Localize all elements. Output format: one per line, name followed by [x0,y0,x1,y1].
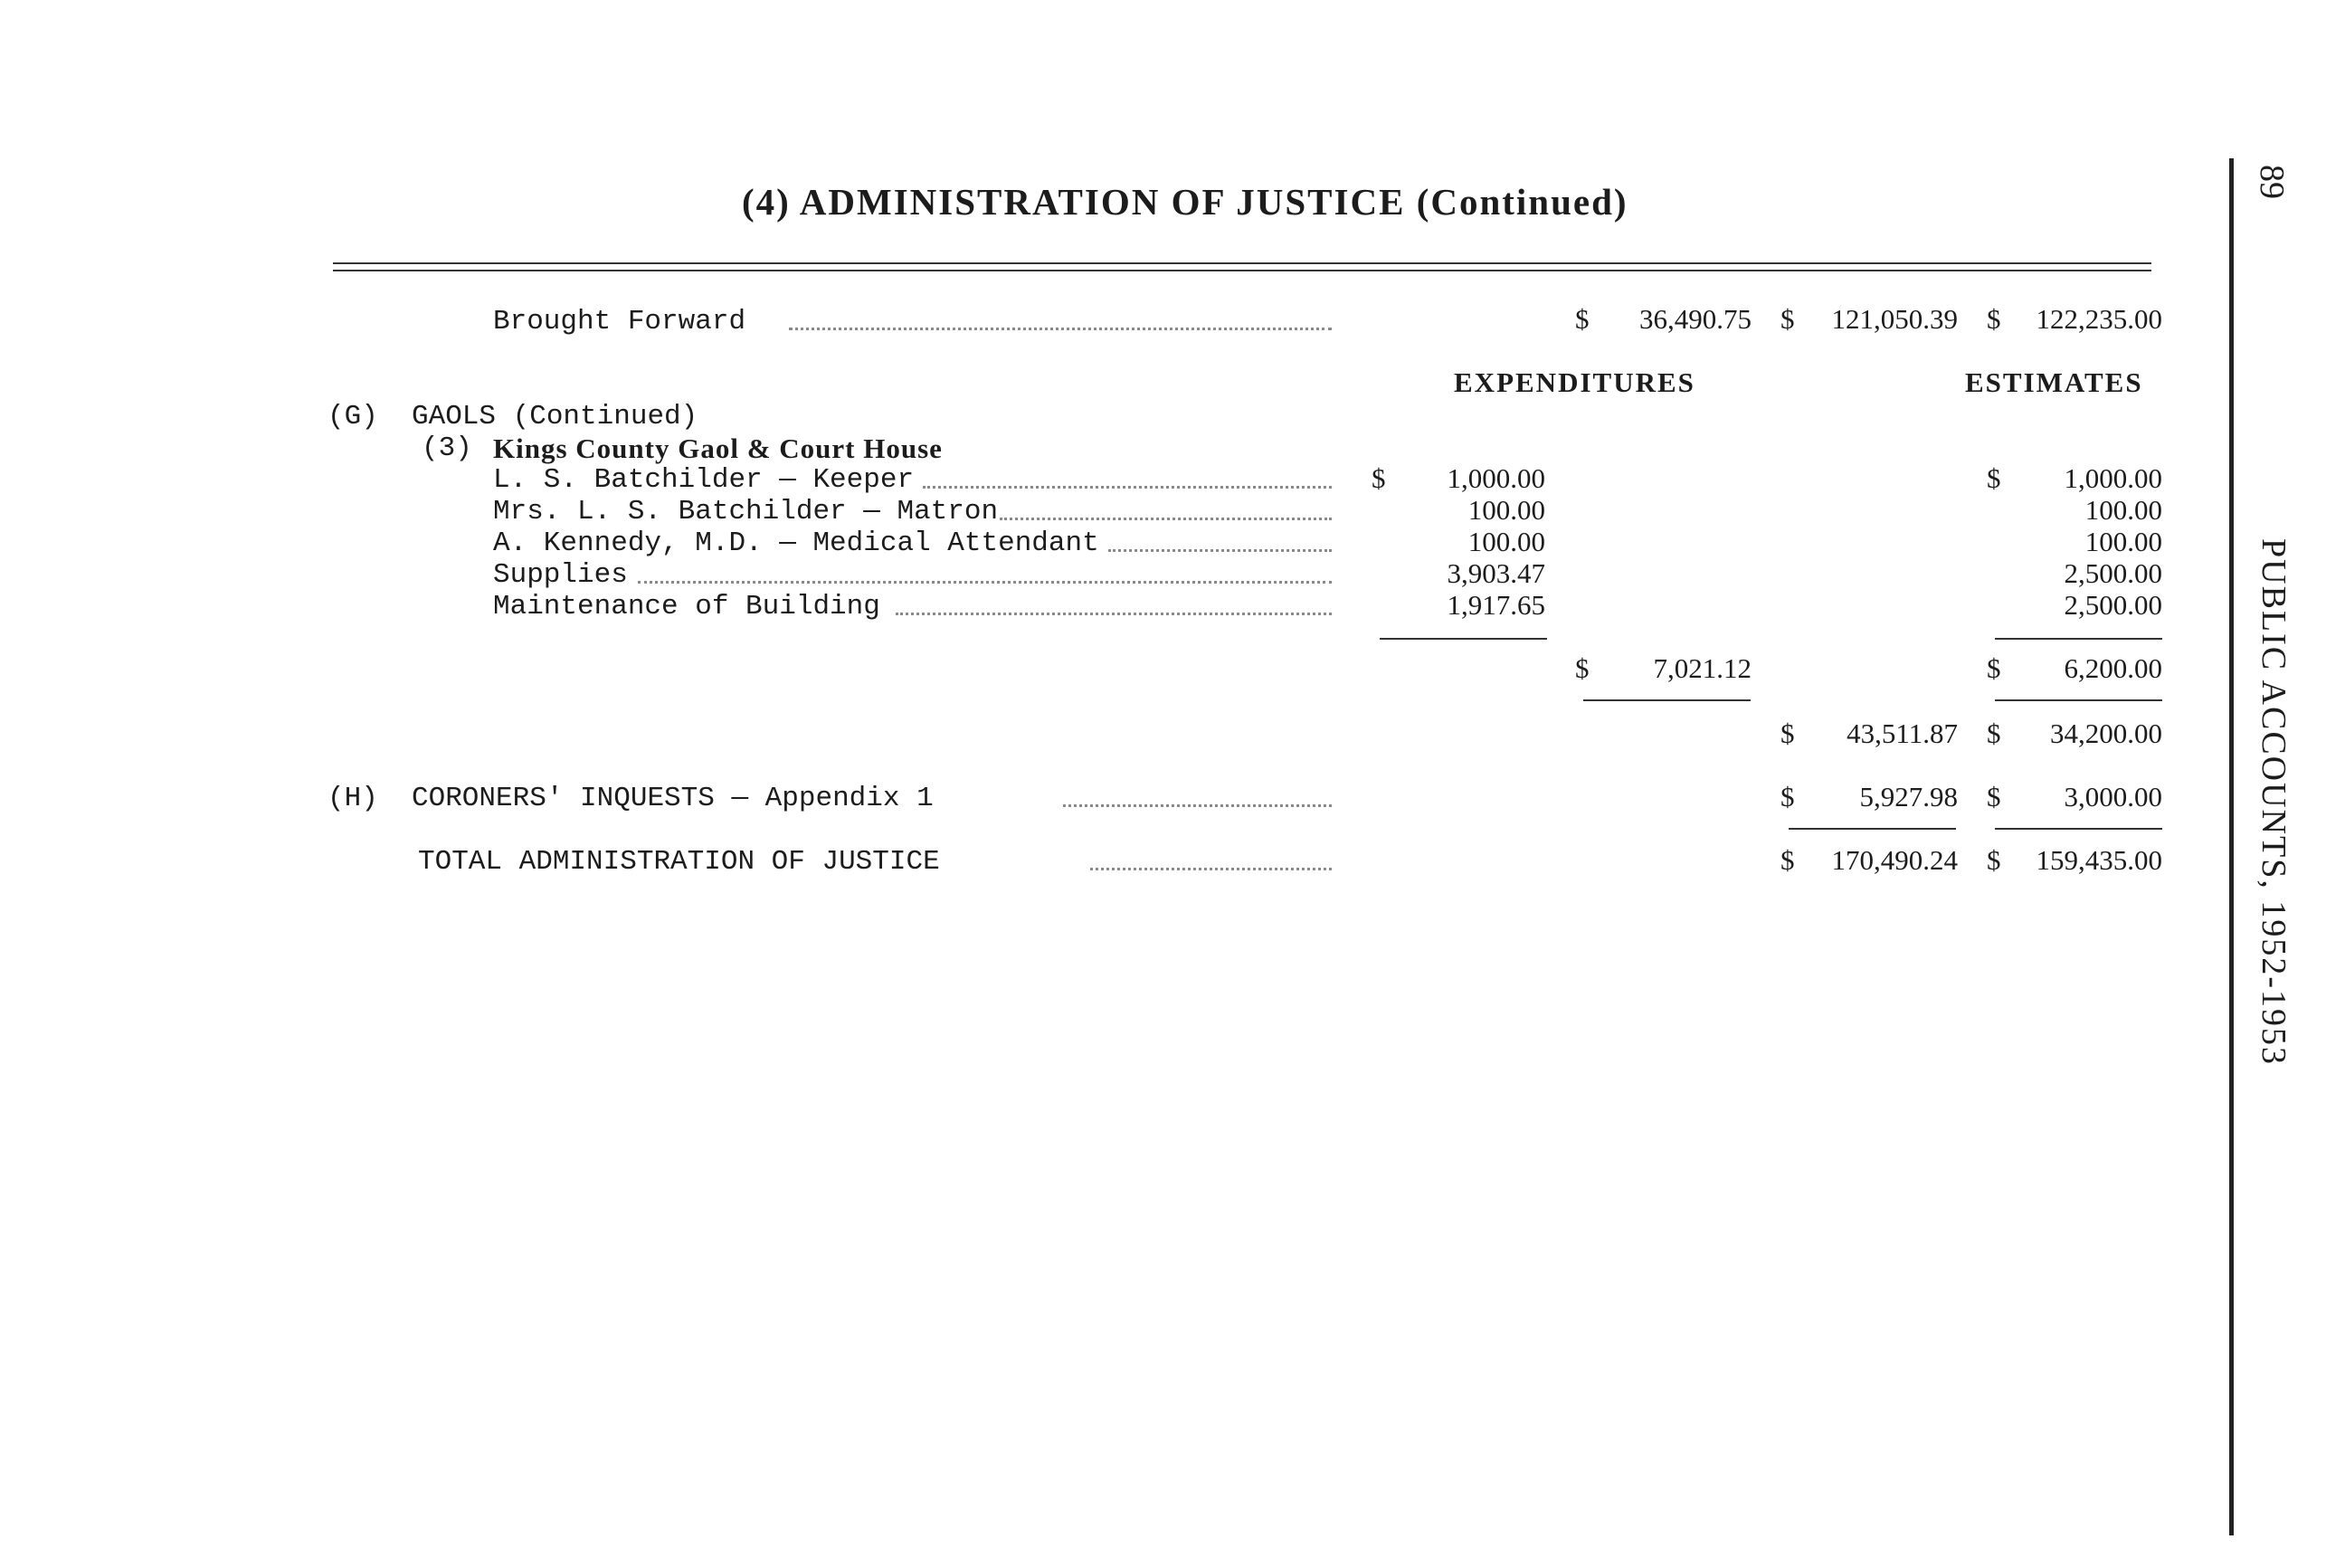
item-label: L. S. Batchilder — Keeper [493,464,915,496]
section-g-total-expenditure: 43,511.87 [1847,717,1958,749]
dot-leader [1000,518,1332,520]
dot-leader [896,613,1332,615]
brought-forward-col4: 121,050.39 [1831,303,1958,335]
dot-leader [923,486,1332,489]
expenditures-header: EXPENDITURES [1454,366,1695,398]
grand-total-rule [1789,828,1956,830]
section-g-sub-title: Kings County Gaol & Court House [493,432,943,464]
item-estimate: 2,500.00 [2064,557,2162,589]
section-g-total-estimate: 34,200.00 [2050,717,2162,749]
item-label: A. Kennedy, M.D. — Medical Attendant [493,527,1099,559]
item-estimate: 100.00 [2084,526,2162,557]
item-expenditure: 100.00 [1467,526,1545,557]
currency-symbol: $ [1575,652,1590,684]
estimates-header: ESTIMATES [1965,366,2143,398]
dot-leader [1090,868,1332,870]
margin-bar [2229,158,2234,1535]
currency-symbol: $ [1780,303,1795,335]
item-label: Supplies [493,559,628,591]
subtotal-rule [1995,638,2162,640]
total-rule [1995,699,2162,701]
currency-symbol: $ [1780,844,1795,876]
page-title: (4) ADMINISTRATION OF JUSTICE (Continued) [742,181,1628,223]
grand-total-expenditure: 170,490.24 [1831,844,1958,876]
item-expenditure: 3,903.47 [1447,557,1545,589]
item-label: Maintenance of Building [493,591,880,622]
currency-symbol: $ [1987,462,2001,494]
section-g-letter: (G) [328,401,378,432]
subtotal-expenditure: 7,021.12 [1653,652,1752,684]
dot-leader [638,581,1332,584]
item-estimate: 100.00 [2084,494,2162,526]
brought-forward-col5: 122,235.00 [2036,303,2162,335]
item-estimate: 1,000.00 [2064,462,2162,494]
currency-symbol: $ [1780,781,1795,813]
grand-total-estimate: 159,435.00 [2036,844,2162,876]
currency-symbol: $ [1372,462,1386,494]
brought-forward-col3: 36,490.75 [1639,303,1752,335]
item-expenditure: 1,000.00 [1447,462,1545,494]
item-expenditure: 100.00 [1467,494,1545,526]
item-expenditure: 1,917.65 [1447,589,1545,621]
grand-total-label: TOTAL ADMINISTRATION OF JUSTICE [418,846,940,878]
currency-symbol: $ [1780,717,1795,749]
item-estimate: 2,500.00 [2064,589,2162,621]
running-title: PUBLIC ACCOUNTS, 1952-1953 [2255,538,2293,1066]
section-g-title: GAOLS (Continued) [412,401,698,432]
brought-forward-label: Brought Forward [493,306,746,337]
section-h-title: CORONERS' INQUESTS — Appendix 1 [412,783,934,814]
title-rule-bottom [333,270,2151,271]
currency-symbol: $ [1987,781,2001,813]
total-rule [1583,699,1751,701]
dot-leader [1063,804,1332,807]
section-h-estimate: 3,000.00 [2064,781,2162,813]
page-number: 89 [2253,165,2291,199]
currency-symbol: $ [1987,303,2001,335]
dot-leader [1108,549,1332,552]
currency-symbol: $ [1987,717,2001,749]
subtotal-rule [1380,638,1547,640]
section-h-expenditure: 5,927.98 [1859,781,1958,813]
currency-symbol: $ [1575,303,1590,335]
currency-symbol: $ [1987,844,2001,876]
item-label: Mrs. L. S. Batchilder — Matron [493,496,999,527]
section-h-letter: (H) [328,783,378,814]
section-g-sub-number: (3) [422,432,472,464]
grand-total-rule [1995,828,2162,830]
currency-symbol: $ [1987,652,2001,684]
subtotal-estimate: 6,200.00 [2064,652,2162,684]
dot-leader [789,328,1332,330]
title-rule-top [333,262,2151,264]
